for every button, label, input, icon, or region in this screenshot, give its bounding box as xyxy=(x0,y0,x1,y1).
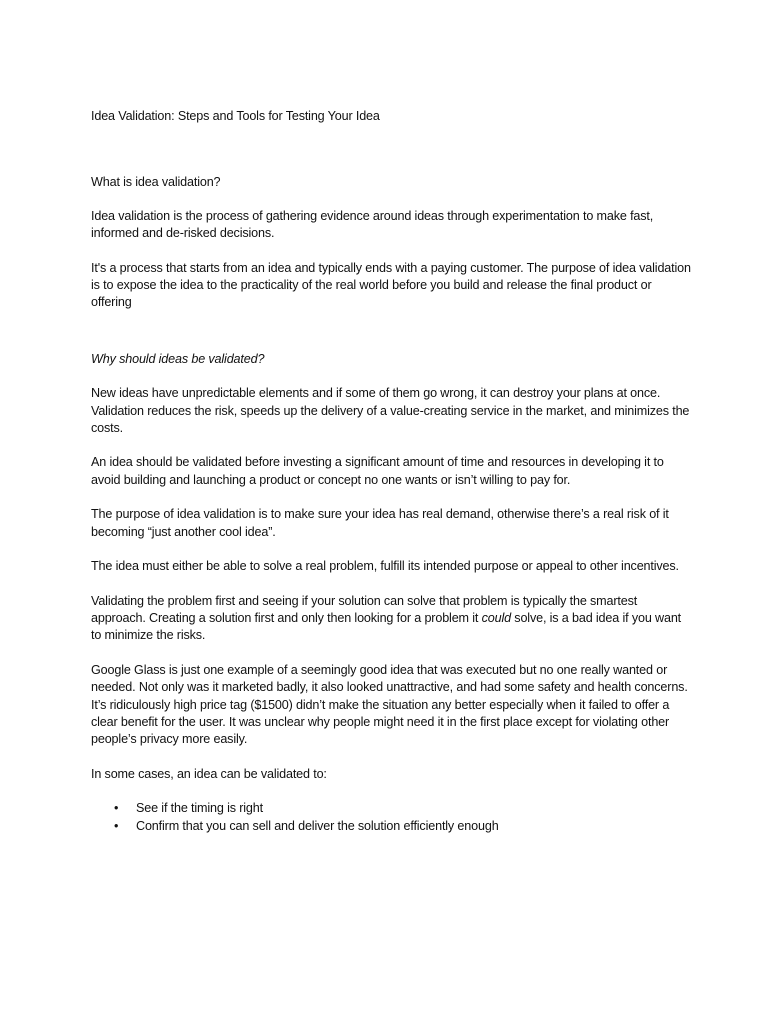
list-item xyxy=(91,818,691,835)
list-item xyxy=(91,800,691,817)
list-item-text: Confirm that you can sell and deliver the solution efficiently enough xyxy=(136,818,499,833)
section-heading-what-is: What is idea validation? xyxy=(91,175,221,190)
section-heading-why: Why should ideas be validated? xyxy=(91,351,265,366)
paragraph-validate-problem-first xyxy=(91,593,691,645)
paragraph-solve-problem: The idea must either be able to solve a real problem, fulfill its intended purpose or appeal to other incentives. xyxy=(91,559,679,574)
paragraph-unpredictable: New ideas have unpredictable elements and if some of them go wrong, it can destroy your plans at once. Validation reduces the risk, speeds up the delivery of a value-creating service in the market, and minimizes the costs. xyxy=(91,386,690,436)
document-page xyxy=(91,108,691,835)
bullet-icon: • xyxy=(114,818,119,833)
paragraph-before-investing: An idea should be validated before investing a significant amount of time and resources in developing it to avoid building and launching a product or concept no one wants or isn’t willing to pay for. xyxy=(91,455,664,487)
bullet-list xyxy=(91,800,691,835)
list-item-text: See if the timing is right xyxy=(136,801,263,816)
paragraph-text-part: solve, is a bad idea if you want to minimize the risks. xyxy=(91,610,682,643)
paragraph-real-demand: The purpose of idea validation is to make sure your idea has real demand, otherwise there’s a real risk of it becoming “just another cool idea”. xyxy=(91,507,669,539)
emphasis-could: could xyxy=(481,610,511,625)
paragraph-process: It's a process that starts from an idea and typically ends with a paying customer. The purpose of idea validation is to expose the idea to the practicality of the real world before you build and release the final product or offering xyxy=(91,260,691,310)
paragraph-google-glass: Google Glass is just one example of a seemingly good idea that was executed but no one really wanted or needed. Not only was it marketed badly, it also looked unattractive, and had some safety and health concerns. It’s ridiculously high price tag ($1500) didn’t make the situation any better especially when it failed to offer a clear benefit for the user. It was unclear why people might need it in the first place except for violating other people’s privacy more easily. xyxy=(91,662,688,747)
bullet-icon: • xyxy=(114,801,119,816)
paragraph-definition: Idea validation is the process of gathering evidence around ideas through experimentation to make fast, informed and de-risked decisions. xyxy=(91,208,654,241)
document-title: Idea Validation: Steps and Tools for Testing Your Idea xyxy=(91,109,380,123)
paragraph-some-cases: In some cases, an idea can be validated to: xyxy=(91,766,327,781)
paragraph-text-part: Validating the problem first and seeing if your solution can solve that problem is typically the smartest approach. Creating a solution first and only then looking for a problem it xyxy=(91,593,638,625)
